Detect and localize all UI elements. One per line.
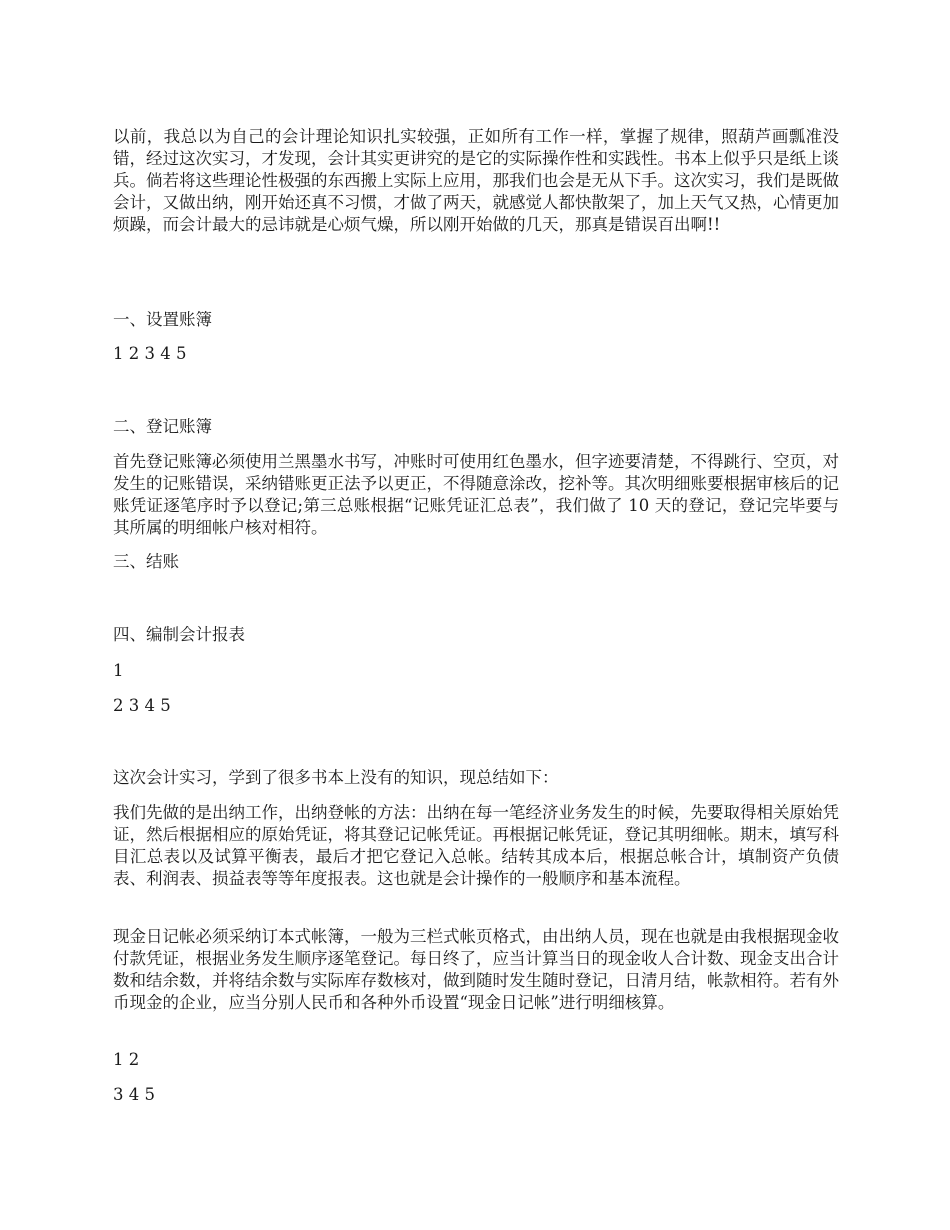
summary-paragraph-2: 现金日记帐必须采纳订本式帐簿，一般为三栏式帐页格式，由出纳人员，现在也就是由我根据现金收付款凭证，根据业务发生顺序逐笔登记。每日终了，应当计算当日的现金收人合计数、现金支出合计数和结余数，并将结余数与实际库存数核对，做到随时发生随时登记，日清月结，帐款相符。若有外币现金的企业，应当分别人民币和各种外币设置“现金日记帐”进行明细核算。 [113, 927, 839, 1012]
section-4-number-1: 1 [113, 661, 124, 680]
intro-paragraph: 以前，我总以为自己的会计理论知识扎实较强，正如所有工作一样，掌握了规律，照葫芦画瓢准没错，经过这次实习，才发现，会计其实更讲究的是它的实际操作性和实践性。书本上似乎只是纸上谈兵。倘若将这些理论性极强的东西搬上实际上应用，那我们也会是无从下手。这次实习，我们是既做会计，又做出纳，刚开始还真不习惯，才做了两天，就感觉人都快散架了，加上天气又热，心情更加烦躁，而会计最大的忌讳就是心烦气燥，所以刚开始做的几天，那真是错误百出啊!! [113, 127, 839, 234]
numbers-line-a: 1 2 [113, 1050, 140, 1069]
section-1-numbers: 1 2 3 4 5 [113, 344, 187, 363]
summary-intro: 这次会计实习，学到了很多书本上没有的知识，现总结如下： [113, 768, 559, 787]
section-2-paragraph: 首先登记账簿必须使用兰黑墨水书写，冲账时可使用红色墨水，但字迹要清楚，不得跳行、空页，对发生的记账错误，采纳错账更正法予以更正，不得随意涂改，挖补等。其次明细账要根据审核后的记账凭证逐笔序时予以登记;第三总账根据“记账凭证汇总表”，我们做了 10 天的登记，登记完毕要与其所属的明细帐户核对相符。 [113, 452, 839, 537]
section-heading-reports: 四、编制会计报表 [113, 625, 245, 644]
numbers-line-b: 3 4 5 [113, 1085, 155, 1104]
summary-paragraph-1: 我们先做的是出纳工作，出纳登帐的方法：出纳在每一笔经济业务发生的时候，先要取得相关原始凭证，然后根据相应的原始凭证，将其登记记帐凭证。再根据记帐凭证，登记其明细帐。期末，填写科目汇总表以及试算平衡表，最后才把它登记入总帐。结转其成本后，根据总帐合计，填制资产负债表、利润表、损益表等等年度报表。这也就是会计操作的一般顺序和基本流程。 [113, 803, 839, 888]
section-heading-record-ledger: 二、登记账簿 [113, 417, 212, 436]
section-4-numbers-2: 2 3 4 5 [113, 696, 171, 715]
section-heading-closing: 三、结账 [113, 552, 179, 571]
section-heading-setup-ledger: 一、设置账簿 [113, 310, 212, 329]
